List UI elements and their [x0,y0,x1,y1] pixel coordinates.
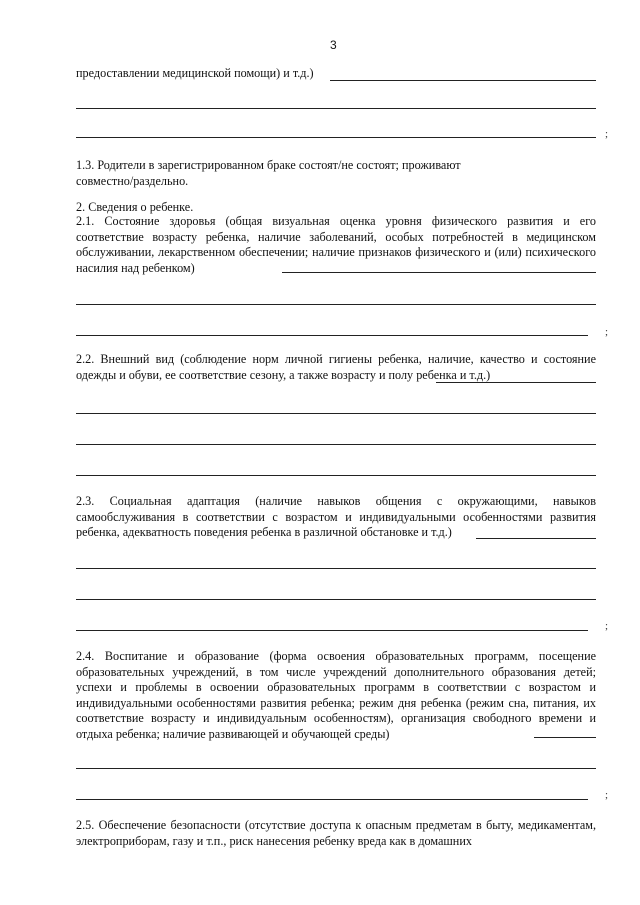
fill-line [534,737,596,738]
section-2-2: 2.2. Внешний вид (соблюдение норм личной гигиены ребенка, наличие, качество и состояние одежды и обуви, ее соответствие сезону, а также возрасту и полу ребенка и т.д.) [76,352,596,382]
fill-line [76,599,596,600]
fill-line [76,630,588,631]
fill-line [282,272,596,273]
fill-line [76,768,596,769]
fill-line [76,108,596,109]
fill-line [76,568,596,569]
fill-line [76,137,596,138]
fill-line [76,799,588,800]
section-2-3: 2.3. Социальная адаптация (наличие навыков общения с окружающими, навыков самообслуживания в соответствии с возрастом и индивидуальными особенностями развития ребенка, адекватность поведения ребенка в различной обстановке и т.д.) [76,494,596,539]
page-number: 3 [330,38,337,52]
section-2-5: 2.5. Обеспечение безопасности (отсутствие доступа к опасным предметам в быту, медикаментам, электроприборам, газу и т.п., риск нанесения ребенку вреда как в домашних [76,818,596,848]
fill-line [76,413,596,414]
fill-line [476,538,596,539]
fill-line [76,444,596,445]
top-continuation-text: предоставлении медицинской помощи) и т.д.) [76,66,314,80]
section-1-3: 1.3. Родители в зарегистрированном браке состоят/не состоят; проживают совместно/раздельно. [76,158,461,188]
margin-mark: ; [605,789,609,801]
fill-line [76,304,596,305]
fill-line [436,382,596,383]
fill-line [76,475,596,476]
margin-mark: ; [605,620,609,632]
margin-mark: ; [605,128,609,140]
margin-mark: ; [605,326,609,338]
section-2-1: 2.1. Состояние здоровья (общая визуальная оценка уровня физического развития и его соответствие возрасту ребенка, наличие заболеваний, особых потребностей в медицинском обслуживании, лекарственном обеспечении; наличие признаков физического и (или) психического насилия над ребенком) [76,214,596,275]
fill-line [330,80,596,81]
fill-line [76,335,588,336]
section-2-heading: 2. Сведения о ребенке. [76,200,194,214]
section-2-4: 2.4. Воспитание и образование (форма освоения образовательных программ, посещение образовательных учреждений, в том числе учреждений дополнительного образования детей; успехи и проблемы в освоении образовательных программ в соответствии с возрастом и индивидуальными особенностями развития ребенка; режим дня ребенка (режим сна, питания, их соответствие возрасту и индивидуальным особенностям), организация свободного времени и отдыха ребенка; наличие развивающей и обучающей среды) [76,649,596,741]
